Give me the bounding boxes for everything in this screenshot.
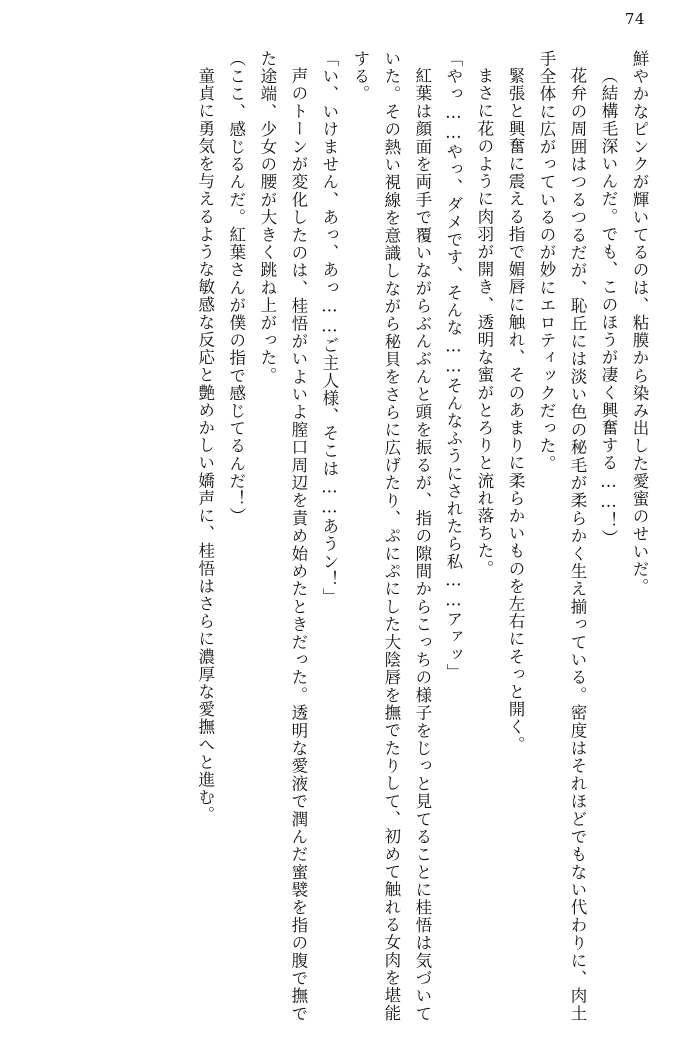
paragraph: 紅葉は顔面を両手で覆いながらぶんぶんと頭を振るが、指の隙間からこっちの様子をじっと見てることに桂悟は気づいていた。その熱い視線を意識しながら秘貝をさらに広げたり、ぷにぷにした大陰唇を撫でたりして、初めて触れる女肉を堪能する。: [350, 50, 432, 1022]
paragraph: まさに花のように肉羽が開き、透明な蜜がとろりと流れ落ちた。: [474, 66, 494, 577]
paragraph: 花弁の周囲はつるつるだが、恥丘には淡い色の秘毛が柔らかく生え揃っている。密度はそれほどでもない代わりに、肉土手全体に広がっているのが妙にエロティックだった。: [536, 50, 587, 1022]
paragraph: （ここ、感じるんだ。紅葉さんが僕の指で感じてるんだ！）: [226, 50, 246, 526]
page-body-text: [30, 50, 655, 1022]
paragraph: 「やっ……やっ、ダメです、そんな……そんなふうにされたら私……アァッ」: [443, 50, 463, 681]
page-number: 74: [624, 10, 645, 28]
paragraph: 童貞に勇気を与えるような敏感な反応と艶めかしい嬌声に、桂悟はさらに濃厚な愛撫へと進む。: [195, 66, 215, 824]
paragraph: （結構毛深いんだ。でも、このほうが凄く興奮する……！）: [598, 66, 618, 547]
paragraph: 声のトーンが変化したのは、桂悟がいよいよ膣口周辺を責め始めたときだった。透明な愛液で潤んだ蜜襞を指の腹で撫でた途端、少女の腰が大きく跳ね上がった。: [257, 50, 308, 1022]
paragraph: 「い、いけません、あっ、あっ……ご主人様、そこは……あうン！」: [319, 50, 339, 606]
paragraph: 緊張と興奮に震える指で媚唇に触れ、そのあまりに柔らかいものを左右にそっと開く。: [505, 66, 525, 753]
paragraph: 鮮やかなピンクが輝いてるのは、粘膜から染み出した愛蜜のせいだ。: [630, 50, 649, 596]
